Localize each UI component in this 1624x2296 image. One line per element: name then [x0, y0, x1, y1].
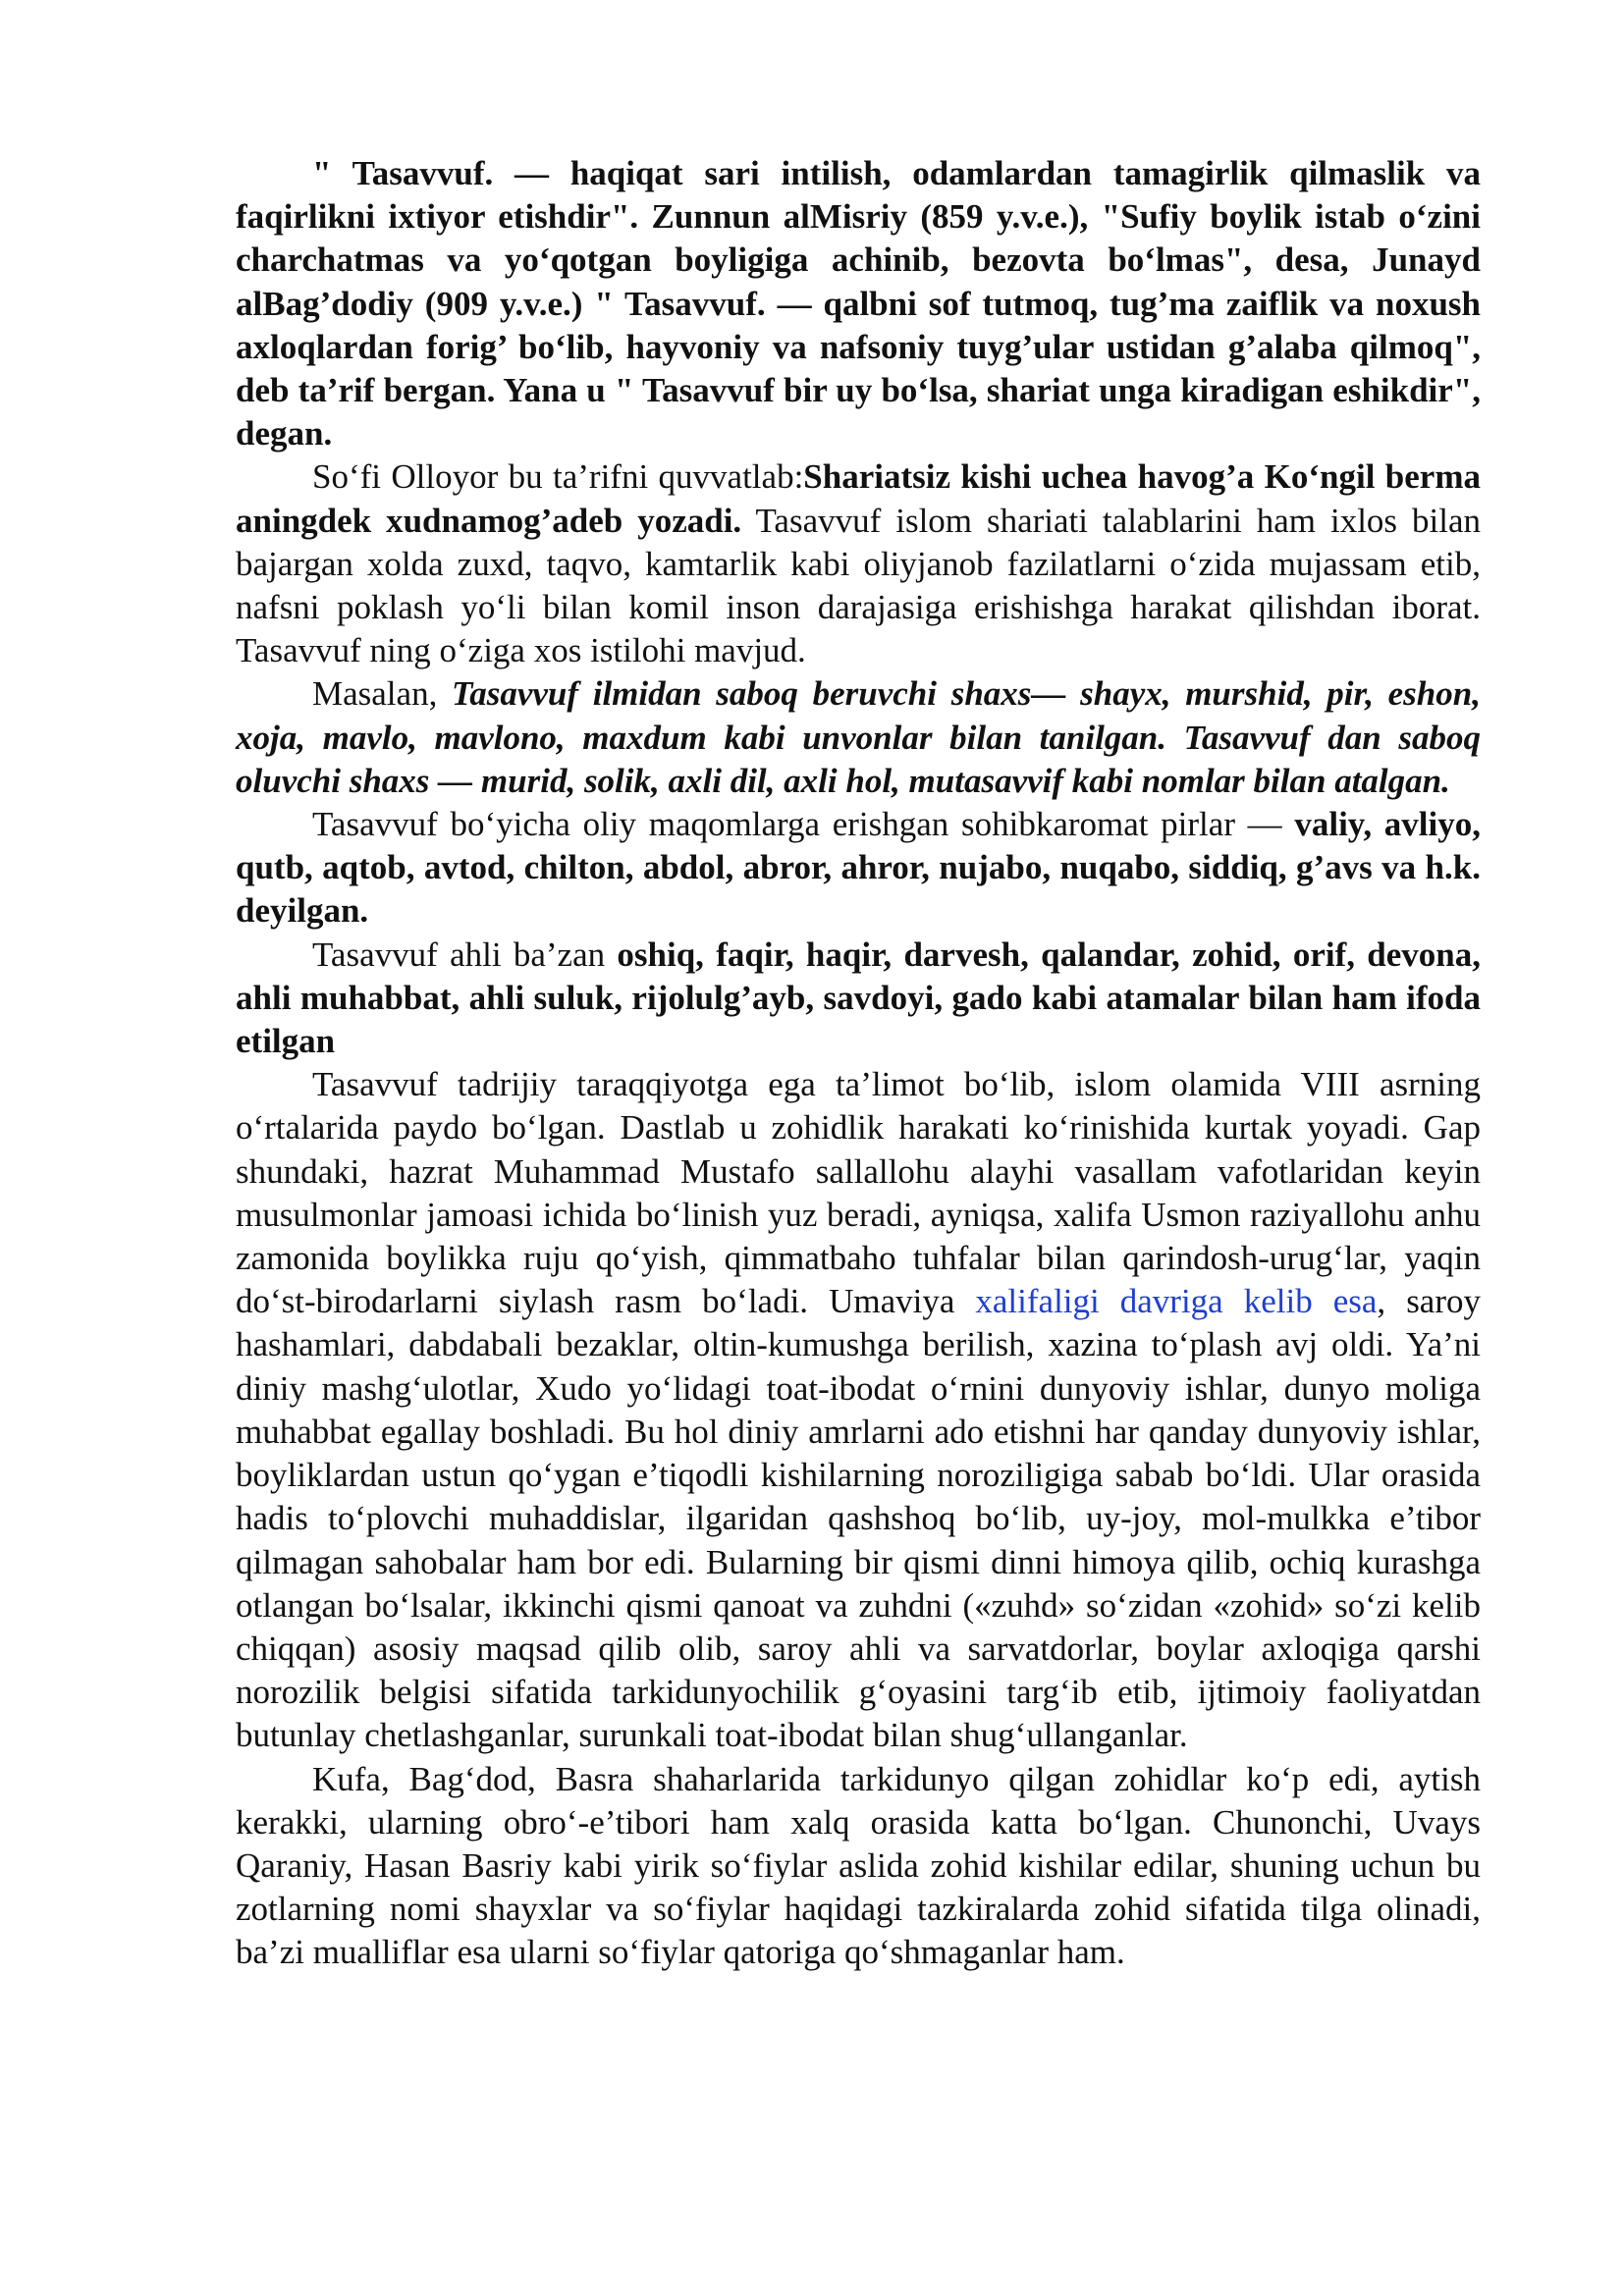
paragraph-tasavvuf-ahli	[236, 934, 1481, 1064]
paragraph-definitions	[236, 152, 1481, 455]
paragraph-text: Tasavvuf ahli ba’zan	[312, 934, 618, 974]
paragraph-maqomlar	[236, 803, 1481, 934]
paragraph-text: Tasavvuf islom shariati talablarini ham ixlos bilan bajargan xolda zuxd, taqvo, kamtarlik kabi oliyjanob fazilatlarni o‘zida mujassam etib, nafsni poklash yo‘li bilan komil inson darajasiga erishishga harakat qilishdan iborat. Tasavvuf ning o‘ziga xos istilohi mavjud.	[236, 501, 1481, 670]
paragraph-history	[236, 1063, 1481, 1757]
paragraph-masalan	[236, 672, 1481, 803]
bold-italic-text: Tasavvuf ilmidan saboq beruvchi shaxs— shayx, murshid, pir, eshon, xoja, mavlo, mavlono, maxdum kabi unvonlar bilan tanilgan. Tasavvuf dan saboq oluvchi shaxs — murid, solik, axli dil, axli hol, mutasavvif kabi nomlar bilan atalgan.	[236, 674, 1481, 800]
bold-quote-text: Shariatsiz kishi uchea havog’a Ko‘ngil berma aningdek xudnamog’adeb yozadi.	[236, 457, 1481, 540]
definition-quote-text: " Tasavvuf. — haqiqat sari intilish, odamlardan tamagirlik qilmaslik va faqirlikni ixtiyor etishdir". Zunnun alMisriy (859 y.v.e.), "Sufiy boylik istab o‘zini charchatmas va yo‘qotgan boyligiga achinib, bezovta bo‘lmas", desa, Junayd alBag’dodiy (909 y.v.e.) " Tasavvuf. — qalbni sof tutmoq, tug’ma zaiflik va noxush axloqlardan forig’ bo‘lib, hayvoniy va nafsoniy tuyg’ular ustidan g’alaba qilmoq", deb ta’rif bergan. Yana u " Tasavvuf bir uy bo‘lsa, shariat unga kiradigan eshikdir", degan.	[236, 154, 1481, 454]
paragraph-kufa	[236, 1758, 1481, 1975]
paragraph-text: Kufa, Bag‘dod, Basra shaharlarida tarkidunyo qilgan zohidlar ko‘p edi, aytish kerakki, ularning obro‘-e’tibori ham xalq orasida katta bo‘lgan. Chunonchi, Uvays Qaraniy, Hasan Basriy kabi yirik so‘fiylar aslida zohid kishilar edilar, shuning uchun bu zotlarning nomi shayxlar va so‘fiylar haqidagi tazkiralarda zohid sifatida tilga olinadi, ba’zi mualliflar esa ularni so‘fiylar qatoriga qo‘shmaganlar ham.	[236, 1759, 1481, 1972]
paragraph-text: Masalan,	[312, 674, 453, 714]
paragraph-text: So‘fi Olloyor bu ta’rifni quvvatlab:	[312, 457, 804, 497]
document-page	[236, 152, 1481, 1975]
paragraph-text: Tasavvuf bo‘yicha oliy maqomlarga erishgan sohibkaromat pirlar —	[312, 805, 1295, 844]
bold-terms-text: valiy, avliyo, qutb, aqtob, avtod, chilton, abdol, abror, ahror, nujabo, nuqabo, siddiq, g’avs va h.k. deyilgan.	[236, 805, 1481, 931]
paragraph-sofi-olloyor	[236, 455, 1481, 672]
paragraph-text: , saroy hashamlari, dabdabali bezaklar, oltin-kumushga berilish, xazina to‘plash avj oldi. Ya’ni diniy mashg‘ulotlar, Xudo yo‘lidagi toat-ibodat o‘rnini dunyoviy ishlar, dunyo moliga muhabbat egallay boshladi. Bu hol diniy amrlarni ado etishni har qanday dunyoviy ishlar, boyliklardan ustun qo‘ygan e’tiqodli kishilarning noroziligiga sabab bo‘ldi. Ular orasida hadis to‘plovchi muhaddislar, ilgaridan qashshoq bo‘lib, uy-joy, mol-mulkka e’tibor qilmagan sahobalar ham bor edi. Bularning bir qismi dinni himoya qilib, ochiq kurashga otlangan bo‘lsalar, ikkinchi qismi qanoat va zuhdni («zuhd» so‘zidan «zohid» so‘zi kelib chiqqan) asosiy maqsad qilib olib, saroy ahli va sarvatdorlar, boylar axloqiga qarshi norozilik belgisi sifatida tarkidunyochilik g‘oyasini targ‘ib etib, ijtimoiy faoliyatdan butunlay chetlashganlar, surunkali toat-ibodat bilan shug‘ullanganlar.	[236, 1282, 1481, 1755]
bold-terms-text: oshiq, faqir, haqir, darvesh, qalandar, zohid, orif, devona, ahli muhabbat, ahli suluk, rijolulg’ayb, savdoyi, gado kabi atamalar bilan ham ifoda etilgan	[236, 934, 1481, 1061]
hyperlink-text[interactable]: xalifaligi davriga kelib esa	[975, 1282, 1378, 1321]
paragraph-text: Tasavvuf tadrijiy taraqqiyotga ega ta’limot bo‘lib, islom olamida VIII asrning o‘rtalarida paydo bo‘lgan. Dastlab u zohidlik harakati ko‘rinishida kurtak yoyadi. Gap shundaki, hazrat Muhammad Mustafo sallallohu alayhi vasallam vafotlaridan keyin musulmonlar jamoasi ichida bo‘linish yuz beradi, ayniqsa, xalifa Usmon raziyallohu anhu zamonida boylikka ruju qo‘yish, qimmatbaho tuhfalar bilan qarindosh-urug‘lar, yaqin do‘st-birodarlarni siylash rasm bo‘ladi. Umaviya	[236, 1065, 1481, 1321]
